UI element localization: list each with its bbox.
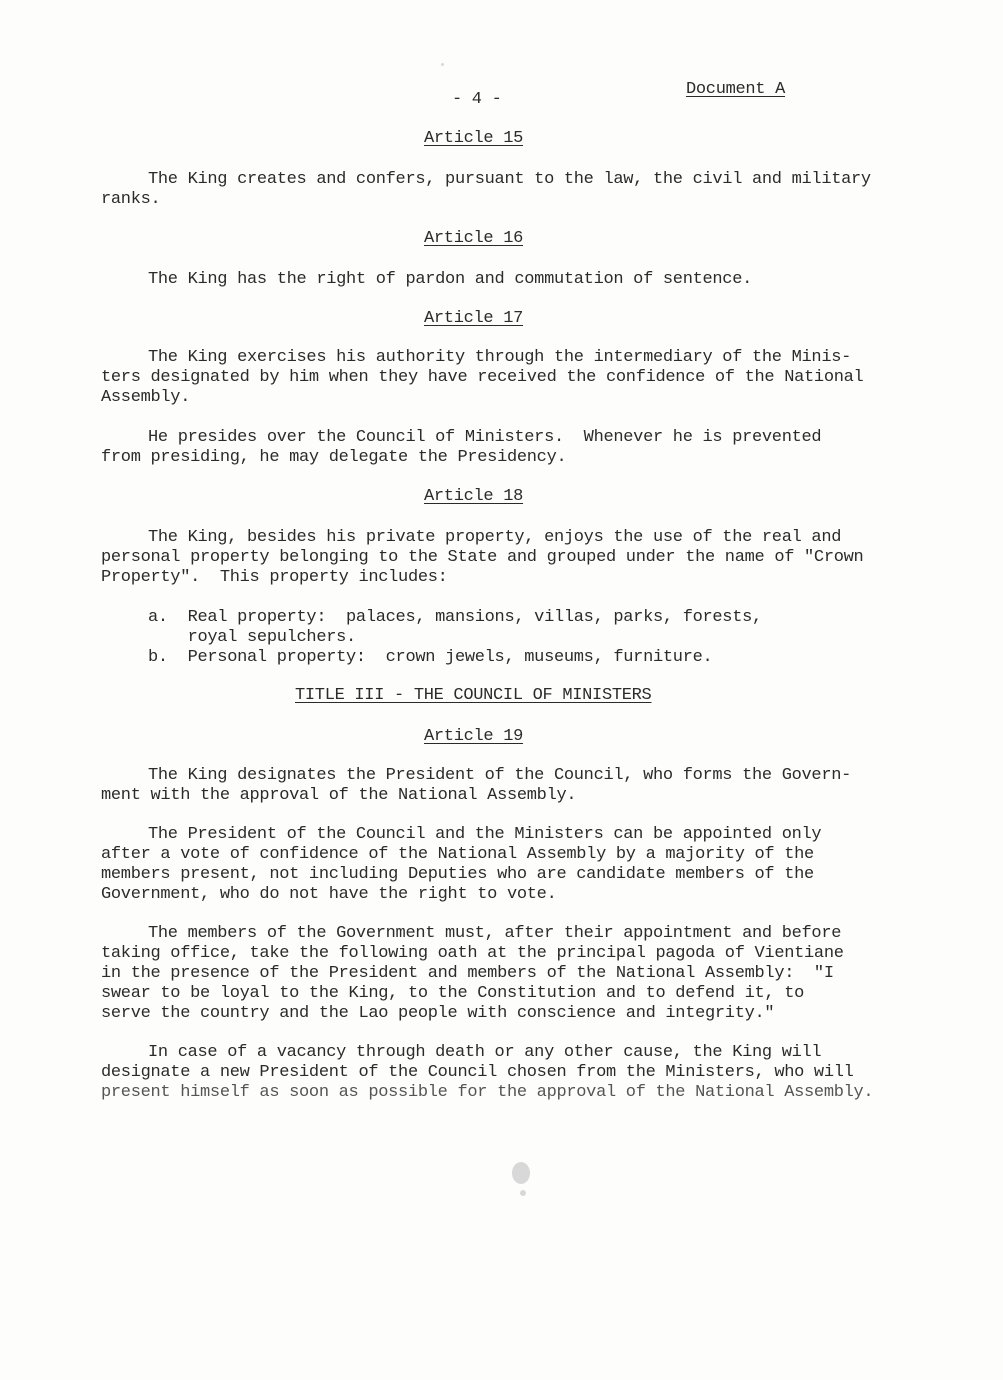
article-19-text-line: after a vote of confidence of the National Assembly by a majority of the xyxy=(101,845,814,864)
article-19-text-line: In case of a vacancy through death or any other cause, the King will xyxy=(148,1043,822,1062)
article-19-text-line: in the presence of the President and members of the National Assembly: "I xyxy=(101,964,834,983)
article-17-text-line: from presiding, he may delegate the Presidency. xyxy=(101,448,567,467)
article-19-text-line: The King designates the President of the Council, who forms the Govern- xyxy=(148,766,852,785)
article-16-heading: Article 16 xyxy=(424,229,524,248)
article-19-text-line: swear to be loyal to the King, to the Constitution and to defend it, to xyxy=(101,984,805,1003)
article-18-list-item: royal sepulchers. xyxy=(148,628,356,647)
article-16-text-line: The King has the right of pardon and commutation of sentence. xyxy=(148,270,753,289)
article-19-text-line: present himself as soon as possible for the approval of the National Assembly. xyxy=(101,1083,874,1102)
article-19-text-line: ment with the approval of the National Assembly. xyxy=(101,786,577,805)
article-19-text-line: taking office, take the following oath at the principal pagoda of Vientiane xyxy=(101,944,844,963)
article-18-heading: Article 18 xyxy=(424,487,524,506)
paper-blemish xyxy=(520,1190,526,1196)
article-19-text-line: serve the country and the Lao people with conscience and integrity." xyxy=(101,1004,775,1023)
article-19-text-line: The members of the Government must, after their appointment and before xyxy=(148,924,842,943)
paper-blemish xyxy=(441,63,444,66)
article-15-heading: Article 15 xyxy=(424,129,524,148)
article-17-text-line: ters designated by him when they have received the confidence of the National xyxy=(101,368,864,387)
article-18-text-line: Property". This property includes: xyxy=(101,568,448,587)
article-17-text-line: Assembly. xyxy=(101,388,191,407)
page-number: - 4 - xyxy=(452,90,502,109)
article-17-text-line: He presides over the Council of Ministers. Whenever he is prevented xyxy=(148,428,822,447)
paper-blemish xyxy=(512,1162,530,1184)
article-19-heading: Article 19 xyxy=(424,727,524,746)
article-18-list-item: a. Real property: palaces, mansions, villas, parks, forests, xyxy=(148,608,762,627)
article-18-list-item: b. Personal property: crown jewels, museums, furniture. xyxy=(148,648,713,667)
article-15-text-line: ranks. xyxy=(101,190,161,209)
article-19-text-line: The President of the Council and the Ministers can be appointed only xyxy=(148,825,822,844)
article-18-text-line: personal property belonging to the State and grouped under the name of "Crown xyxy=(101,548,864,567)
article-17-heading: Article 17 xyxy=(424,309,524,328)
article-18-text-line: The King, besides his private property, enjoys the use of the real and xyxy=(148,528,842,547)
article-19-text-line: Government, who do not have the right to vote. xyxy=(101,885,557,904)
article-19-text-line: members present, not including Deputies who are candidate members of the xyxy=(101,865,814,884)
article-17-text-line: The King exercises his authority through the intermediary of the Minis- xyxy=(148,348,852,367)
article-15-text-line: The King creates and confers, pursuant to the law, the civil and military xyxy=(148,170,871,189)
article-19-text-line: designate a new President of the Council chosen from the Ministers, who will xyxy=(101,1063,854,1082)
title-iii-heading: TITLE III - THE COUNCIL OF MINISTERS xyxy=(295,686,652,705)
document-label: Document A xyxy=(686,80,786,99)
